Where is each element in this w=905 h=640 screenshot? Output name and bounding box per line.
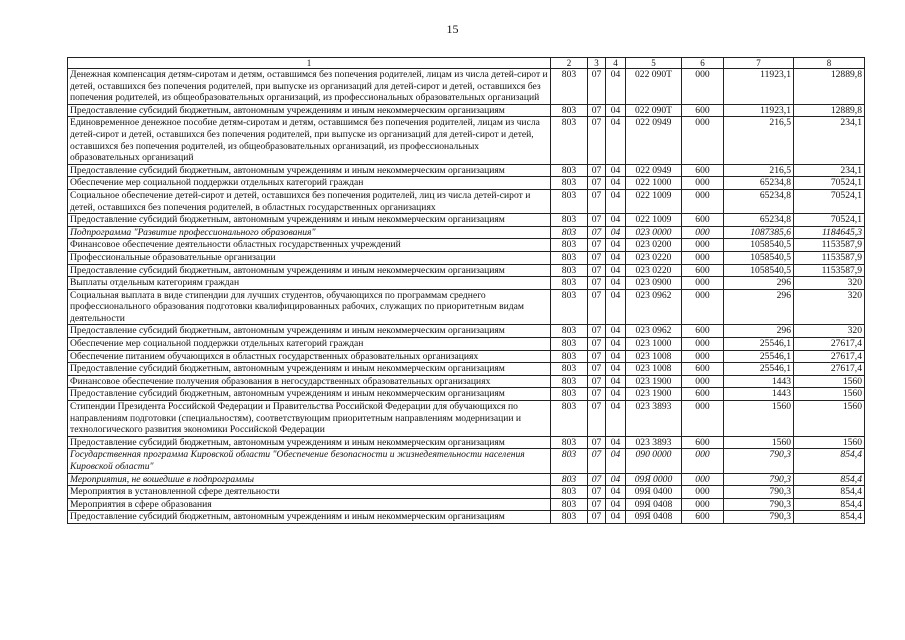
- amount-year-2: 70524,1: [794, 189, 865, 213]
- target-article-code: 022 1000: [626, 177, 682, 190]
- amount-year-1: 296: [724, 325, 794, 338]
- column-header: 1: [68, 58, 551, 69]
- amount-year-1: 216,5: [724, 164, 794, 177]
- subsection-code: 04: [606, 486, 626, 499]
- target-article-code: 022 1009: [626, 214, 682, 227]
- ministry-code: 803: [551, 177, 588, 190]
- section-code: 07: [588, 388, 606, 401]
- ministry-code: 803: [551, 289, 588, 325]
- target-article-code: 023 1008: [626, 363, 682, 376]
- amount-year-1: 296: [724, 289, 794, 325]
- expense-type-code: 600: [682, 363, 724, 376]
- expense-type-code: 000: [682, 338, 724, 351]
- table-row: [68, 289, 865, 325]
- subsection-code: 04: [606, 117, 626, 164]
- row-name: Финансовое обеспечение деятельности областных государственных учреждений: [68, 239, 551, 252]
- subsection-code: 04: [606, 164, 626, 177]
- row-name: Социальная выплата в виде стипендии для лучших студентов, обучающихся по программам среднего профессионального образования подготовки квалифицированных рабочих, служащих по приоритетным видам деятельности: [68, 289, 551, 325]
- expense-type-code: 000: [682, 277, 724, 290]
- expense-type-code: 000: [682, 350, 724, 363]
- ministry-code: 803: [551, 277, 588, 290]
- amount-year-2: 854,4: [794, 473, 865, 486]
- expense-type-code: 000: [682, 375, 724, 388]
- row-name: Подпрограмма "Развитие профессионального образования": [68, 226, 551, 239]
- section-code: 07: [588, 214, 606, 227]
- expense-type-code: 600: [682, 325, 724, 338]
- amount-year-2: 1560: [794, 436, 865, 449]
- row-name: Профессиональные образовательные организации: [68, 251, 551, 264]
- table-body: [68, 58, 865, 524]
- section-code: 07: [588, 325, 606, 338]
- row-name: Мероприятия, не вошедшие в подпрограммы: [68, 473, 551, 486]
- amount-year-1: 1560: [724, 401, 794, 437]
- table-row: [68, 239, 865, 252]
- amount-year-2: 12889,8: [794, 69, 865, 105]
- subsection-code: 04: [606, 277, 626, 290]
- subsection-code: 04: [606, 436, 626, 449]
- expense-type-code: 600: [682, 214, 724, 227]
- section-code: 07: [588, 338, 606, 351]
- ministry-code: 803: [551, 375, 588, 388]
- expense-type-code: 000: [682, 486, 724, 499]
- expense-type-code: 000: [682, 117, 724, 164]
- table-row: [68, 388, 865, 401]
- table-row: [68, 214, 865, 227]
- amount-year-2: 854,4: [794, 449, 865, 473]
- target-article-code: 023 1008: [626, 350, 682, 363]
- subsection-code: 04: [606, 189, 626, 213]
- table-row: [68, 226, 865, 239]
- amount-year-2: 1153587,9: [794, 239, 865, 252]
- target-article-code: 022 090Т: [626, 104, 682, 117]
- column-header: 4: [606, 58, 626, 69]
- section-code: 07: [588, 498, 606, 511]
- expense-type-code: 000: [682, 177, 724, 190]
- row-name: Обеспечение питанием обучающихся в областных государственных образовательных организациях: [68, 350, 551, 363]
- subsection-code: 04: [606, 226, 626, 239]
- ministry-code: 803: [551, 436, 588, 449]
- table-row: [68, 277, 865, 290]
- amount-year-2: 27617,4: [794, 363, 865, 376]
- row-name: Обеспечение мер социальной поддержки отдельных категорий граждан: [68, 177, 551, 190]
- subsection-code: 04: [606, 449, 626, 473]
- ministry-code: 803: [551, 164, 588, 177]
- amount-year-1: 1443: [724, 375, 794, 388]
- column-header: 5: [626, 58, 682, 69]
- subsection-code: 04: [606, 350, 626, 363]
- ministry-code: 803: [551, 239, 588, 252]
- budget-table: [67, 57, 865, 524]
- ministry-code: 803: [551, 498, 588, 511]
- target-article-code: 09Я 0408: [626, 498, 682, 511]
- section-code: 07: [588, 251, 606, 264]
- amount-year-1: 65234,8: [724, 189, 794, 213]
- expense-type-code: 600: [682, 104, 724, 117]
- table-row: [68, 486, 865, 499]
- target-article-code: 023 0900: [626, 277, 682, 290]
- subsection-code: 04: [606, 214, 626, 227]
- ministry-code: 803: [551, 473, 588, 486]
- section-code: 07: [588, 277, 606, 290]
- section-code: 07: [588, 226, 606, 239]
- amount-year-2: 27617,4: [794, 350, 865, 363]
- section-code: 07: [588, 511, 606, 524]
- table-row: [68, 363, 865, 376]
- ministry-code: 803: [551, 486, 588, 499]
- ministry-code: 803: [551, 264, 588, 277]
- column-header: 6: [682, 58, 724, 69]
- column-header: 2: [551, 58, 588, 69]
- row-name: Финансовое обеспечение получения образования в негосударственных образовательных организациях: [68, 375, 551, 388]
- section-code: 07: [588, 117, 606, 164]
- target-article-code: 023 1000: [626, 338, 682, 351]
- table-row: [68, 251, 865, 264]
- section-code: 07: [588, 239, 606, 252]
- table-row: [68, 473, 865, 486]
- section-code: 07: [588, 473, 606, 486]
- amount-year-2: 12889,8: [794, 104, 865, 117]
- table-row: [68, 177, 865, 190]
- target-article-code: 022 090Т: [626, 69, 682, 105]
- page-number: 15: [446, 22, 459, 36]
- expense-type-code: 600: [682, 388, 724, 401]
- expense-type-code: 000: [682, 189, 724, 213]
- row-name: Предоставление субсидий бюджетным, автономным учреждениям и иным некоммерческим организациям: [68, 436, 551, 449]
- ministry-code: 803: [551, 388, 588, 401]
- amount-year-2: 320: [794, 289, 865, 325]
- expense-type-code: 000: [682, 498, 724, 511]
- subsection-code: 04: [606, 69, 626, 105]
- target-article-code: 09Я 0000: [626, 473, 682, 486]
- target-article-code: 023 0200: [626, 239, 682, 252]
- ministry-code: 803: [551, 401, 588, 437]
- table-row: [68, 449, 865, 473]
- expense-type-code: 600: [682, 264, 724, 277]
- table-row: [68, 189, 865, 213]
- target-article-code: 023 0962: [626, 325, 682, 338]
- table-row: [68, 375, 865, 388]
- ministry-code: 803: [551, 511, 588, 524]
- table-row: [68, 350, 865, 363]
- table-row: [68, 511, 865, 524]
- expense-type-code: 000: [682, 239, 724, 252]
- subsection-code: 04: [606, 388, 626, 401]
- amount-year-1: 1560: [724, 436, 794, 449]
- ministry-code: 803: [551, 338, 588, 351]
- amount-year-1: 25546,1: [724, 350, 794, 363]
- expense-type-code: 000: [682, 69, 724, 105]
- target-article-code: 022 0949: [626, 164, 682, 177]
- subsection-code: 04: [606, 264, 626, 277]
- amount-year-2: 1153587,9: [794, 264, 865, 277]
- subsection-code: 04: [606, 511, 626, 524]
- target-article-code: 09Я 0408: [626, 511, 682, 524]
- ministry-code: 803: [551, 189, 588, 213]
- section-code: 07: [588, 449, 606, 473]
- row-name: Мероприятия в установленной сфере деятельности: [68, 486, 551, 499]
- amount-year-2: 1184645,3: [794, 226, 865, 239]
- column-header: 3: [588, 58, 606, 69]
- section-code: 07: [588, 350, 606, 363]
- amount-year-1: 25546,1: [724, 363, 794, 376]
- table-row: [68, 498, 865, 511]
- expense-type-code: 000: [682, 289, 724, 325]
- amount-year-1: 1443: [724, 388, 794, 401]
- subsection-code: 04: [606, 104, 626, 117]
- subsection-code: 04: [606, 239, 626, 252]
- row-name: Предоставление субсидий бюджетным, автономным учреждениям и иным некоммерческим организациям: [68, 325, 551, 338]
- row-name: Предоставление субсидий бюджетным, автономным учреждениям и иным некоммерческим организациям: [68, 511, 551, 524]
- amount-year-2: 1560: [794, 388, 865, 401]
- target-article-code: 022 0949: [626, 117, 682, 164]
- amount-year-2: 320: [794, 325, 865, 338]
- table-row: [68, 325, 865, 338]
- amount-year-1: 25546,1: [724, 338, 794, 351]
- amount-year-1: 65234,8: [724, 214, 794, 227]
- ministry-code: 803: [551, 251, 588, 264]
- expense-type-code: 600: [682, 511, 724, 524]
- row-name: Предоставление субсидий бюджетным, автономным учреждениям и иным некоммерческим организациям: [68, 164, 551, 177]
- section-code: 07: [588, 363, 606, 376]
- amount-year-1: 216,5: [724, 117, 794, 164]
- amount-year-1: 296: [724, 277, 794, 290]
- row-name: Предоставление субсидий бюджетным, автономным учреждениям и иным некоммерческим организациям: [68, 363, 551, 376]
- row-name: Социальное обеспечение детей-сирот и детей, оставшихся без попечения родителей, лиц из числа детей-сирот и детей, оставшихся без попечения родителей, в областных государственных организациях: [68, 189, 551, 213]
- target-article-code: 023 1900: [626, 388, 682, 401]
- target-article-code: 023 3893: [626, 436, 682, 449]
- ministry-code: 803: [551, 117, 588, 164]
- section-code: 07: [588, 164, 606, 177]
- amount-year-1: 11923,1: [724, 104, 794, 117]
- amount-year-2: 234,1: [794, 117, 865, 164]
- ministry-code: 803: [551, 214, 588, 227]
- table-row: [68, 104, 865, 117]
- expense-type-code: 600: [682, 436, 724, 449]
- amount-year-2: 1153587,9: [794, 251, 865, 264]
- table-row: [68, 264, 865, 277]
- amount-year-1: 1087385,6: [724, 226, 794, 239]
- expense-type-code: 000: [682, 251, 724, 264]
- amount-year-1: 790,3: [724, 473, 794, 486]
- amount-year-2: 320: [794, 277, 865, 290]
- amount-year-1: 1058540,5: [724, 264, 794, 277]
- ministry-code: 803: [551, 226, 588, 239]
- amount-year-1: 790,3: [724, 486, 794, 499]
- amount-year-2: 854,4: [794, 511, 865, 524]
- expense-type-code: 000: [682, 449, 724, 473]
- amount-year-2: 234,1: [794, 164, 865, 177]
- row-name: Предоставление субсидий бюджетным, автономным учреждениям и иным некоммерческим организациям: [68, 214, 551, 227]
- ministry-code: 803: [551, 69, 588, 105]
- amount-year-2: 854,4: [794, 486, 865, 499]
- subsection-code: 04: [606, 251, 626, 264]
- expense-type-code: 000: [682, 473, 724, 486]
- ministry-code: 803: [551, 104, 588, 117]
- amount-year-2: 27617,4: [794, 338, 865, 351]
- section-code: 07: [588, 177, 606, 190]
- table-row: [68, 164, 865, 177]
- amount-year-1: 1058540,5: [724, 251, 794, 264]
- target-article-code: 090 0000: [626, 449, 682, 473]
- amount-year-2: 70524,1: [794, 177, 865, 190]
- amount-year-1: 65234,8: [724, 177, 794, 190]
- ministry-code: 803: [551, 325, 588, 338]
- table-row: [68, 117, 865, 164]
- table-row: [68, 436, 865, 449]
- row-name: Предоставление субсидий бюджетным, автономным учреждениям и иным некоммерческим организациям: [68, 388, 551, 401]
- row-name: Мероприятия в сфере образования: [68, 498, 551, 511]
- target-article-code: 023 0220: [626, 251, 682, 264]
- row-name: Государственная программа Кировской области "Обеспечение безопасности и жизнедеятельности населения Кировской области": [68, 449, 551, 473]
- subsection-code: 04: [606, 375, 626, 388]
- section-code: 07: [588, 486, 606, 499]
- section-code: 07: [588, 104, 606, 117]
- subsection-code: 04: [606, 401, 626, 437]
- target-article-code: 022 1009: [626, 189, 682, 213]
- table-row: [68, 69, 865, 105]
- column-number-row: [68, 58, 865, 69]
- subsection-code: 04: [606, 338, 626, 351]
- row-name: Единовременное денежное пособие детям-сиротам и детям, оставшимся без попечения родителей, лицам из числа детей-сирот и детей, оставшихся без попечения родителей, при выпуске из организаций для детей-сирот и детей, оставшихся без попечения родителей, из общеобразовательных организаций, из профессиональных образовательных организаций: [68, 117, 551, 164]
- amount-year-1: 790,3: [724, 511, 794, 524]
- target-article-code: 023 0000: [626, 226, 682, 239]
- row-name: Предоставление субсидий бюджетным, автономным учреждениям и иным некоммерческим организациям: [68, 104, 551, 117]
- amount-year-2: 854,4: [794, 498, 865, 511]
- row-name: Предоставление субсидий бюджетным, автономным учреждениям и иным некоммерческим организациям: [68, 264, 551, 277]
- subsection-code: 04: [606, 363, 626, 376]
- section-code: 07: [588, 401, 606, 437]
- expense-type-code: 000: [682, 226, 724, 239]
- row-name: Стипендии Президента Российской Федерации и Правительства Российской Федерации для обучающихся по направлениям подготовки (специальностям), соответствующим приоритетным направлениям модернизации и технологического развития экономики Российской Федерации: [68, 401, 551, 437]
- subsection-code: 04: [606, 325, 626, 338]
- subsection-code: 04: [606, 177, 626, 190]
- subsection-code: 04: [606, 498, 626, 511]
- amount-year-1: 1058540,5: [724, 239, 794, 252]
- row-name: Выплаты отдельным категориям граждан: [68, 277, 551, 290]
- column-header: 7: [724, 58, 794, 69]
- column-header: 8: [794, 58, 865, 69]
- row-name: Денежная компенсация детям-сиротам и детям, оставшимся без попечения родителей, лицам из числа детей-сирот и детей, оставшихся без попечения родителей, при выпуске из организаций для детей-сирот и детей, оставшихся без попечения родителей, из общеобразовательных организаций, из профессиональных образовательных организаций: [68, 69, 551, 105]
- subsection-code: 04: [606, 289, 626, 325]
- target-article-code: 09Я 0400: [626, 486, 682, 499]
- amount-year-2: 1560: [794, 401, 865, 437]
- section-code: 07: [588, 289, 606, 325]
- target-article-code: 023 0220: [626, 264, 682, 277]
- ministry-code: 803: [551, 363, 588, 376]
- section-code: 07: [588, 375, 606, 388]
- expense-type-code: 000: [682, 401, 724, 437]
- section-code: 07: [588, 189, 606, 213]
- target-article-code: 023 0962: [626, 289, 682, 325]
- amount-year-2: 1560: [794, 375, 865, 388]
- amount-year-1: 790,3: [724, 498, 794, 511]
- expense-type-code: 600: [682, 164, 724, 177]
- amount-year-1: 790,3: [724, 449, 794, 473]
- section-code: 07: [588, 69, 606, 105]
- target-article-code: 023 3893: [626, 401, 682, 437]
- section-code: 07: [588, 264, 606, 277]
- ministry-code: 803: [551, 449, 588, 473]
- subsection-code: 04: [606, 473, 626, 486]
- row-name: Обеспечение мер социальной поддержки отдельных категорий граждан: [68, 338, 551, 351]
- amount-year-2: 70524,1: [794, 214, 865, 227]
- table-row: [68, 338, 865, 351]
- amount-year-1: 11923,1: [724, 69, 794, 105]
- ministry-code: 803: [551, 350, 588, 363]
- target-article-code: 023 1900: [626, 375, 682, 388]
- section-code: 07: [588, 436, 606, 449]
- table-row: [68, 401, 865, 437]
